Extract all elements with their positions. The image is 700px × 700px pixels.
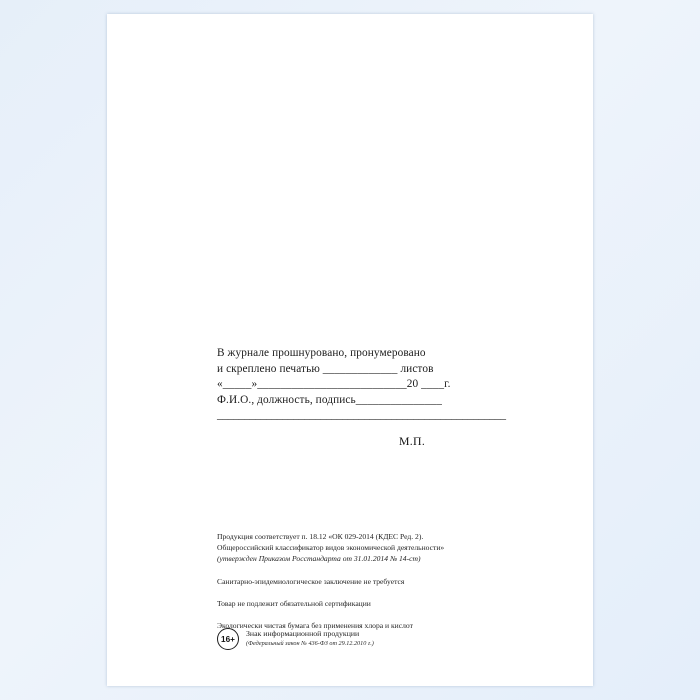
age-rating-row	[217, 627, 374, 650]
conformity-line-3: (утвержден Приказом Росстандарта от 31.01.2014 № 14-ст)	[217, 554, 421, 564]
sanitary-note: Санитарно-эпидемиологическое заключение не требуется	[217, 576, 405, 586]
document-body	[107, 14, 593, 686]
document-page	[107, 14, 593, 686]
certification-line-3: «_____»__________________________20 ____г.	[217, 378, 451, 391]
certification-line-4: Ф.И.О., должность, подпись_______________	[217, 393, 442, 406]
paper-note: Экологически чистая бумага без применения хлора и кислот	[217, 621, 413, 631]
legal-gap-3	[217, 609, 557, 620]
age-rating-text	[246, 627, 374, 648]
certification-line-5: _____________________________________________________	[217, 409, 506, 422]
certification-line-1: В журнале прошнуровано, пронумеровано	[217, 347, 426, 359]
certification-block	[217, 346, 547, 424]
age-badge-icon: 16+	[217, 628, 239, 650]
certification-line-2: и скреплено печатью _____________ листов	[217, 362, 434, 375]
conformity-line-1: Продукция соответствует п. 18.12 «ОК 029-2014 (КДЕС Ред. 2).	[217, 532, 424, 541]
legal-block	[217, 531, 557, 631]
age-rating-title: Знак информационной продукции	[246, 629, 360, 638]
seal-mark: М.П.	[399, 434, 426, 448]
conformity-line-2: Общероссийский классификатор видов экономической деятельности»	[217, 543, 445, 553]
legal-gap-2	[217, 587, 557, 598]
age-rating-law: (Федеральный закон № 436-ФЗ от 29.12.2010 г.)	[246, 640, 374, 647]
certification-note: Товар не подлежит обязательной сертификации	[217, 598, 371, 608]
legal-gap-1	[217, 565, 557, 576]
